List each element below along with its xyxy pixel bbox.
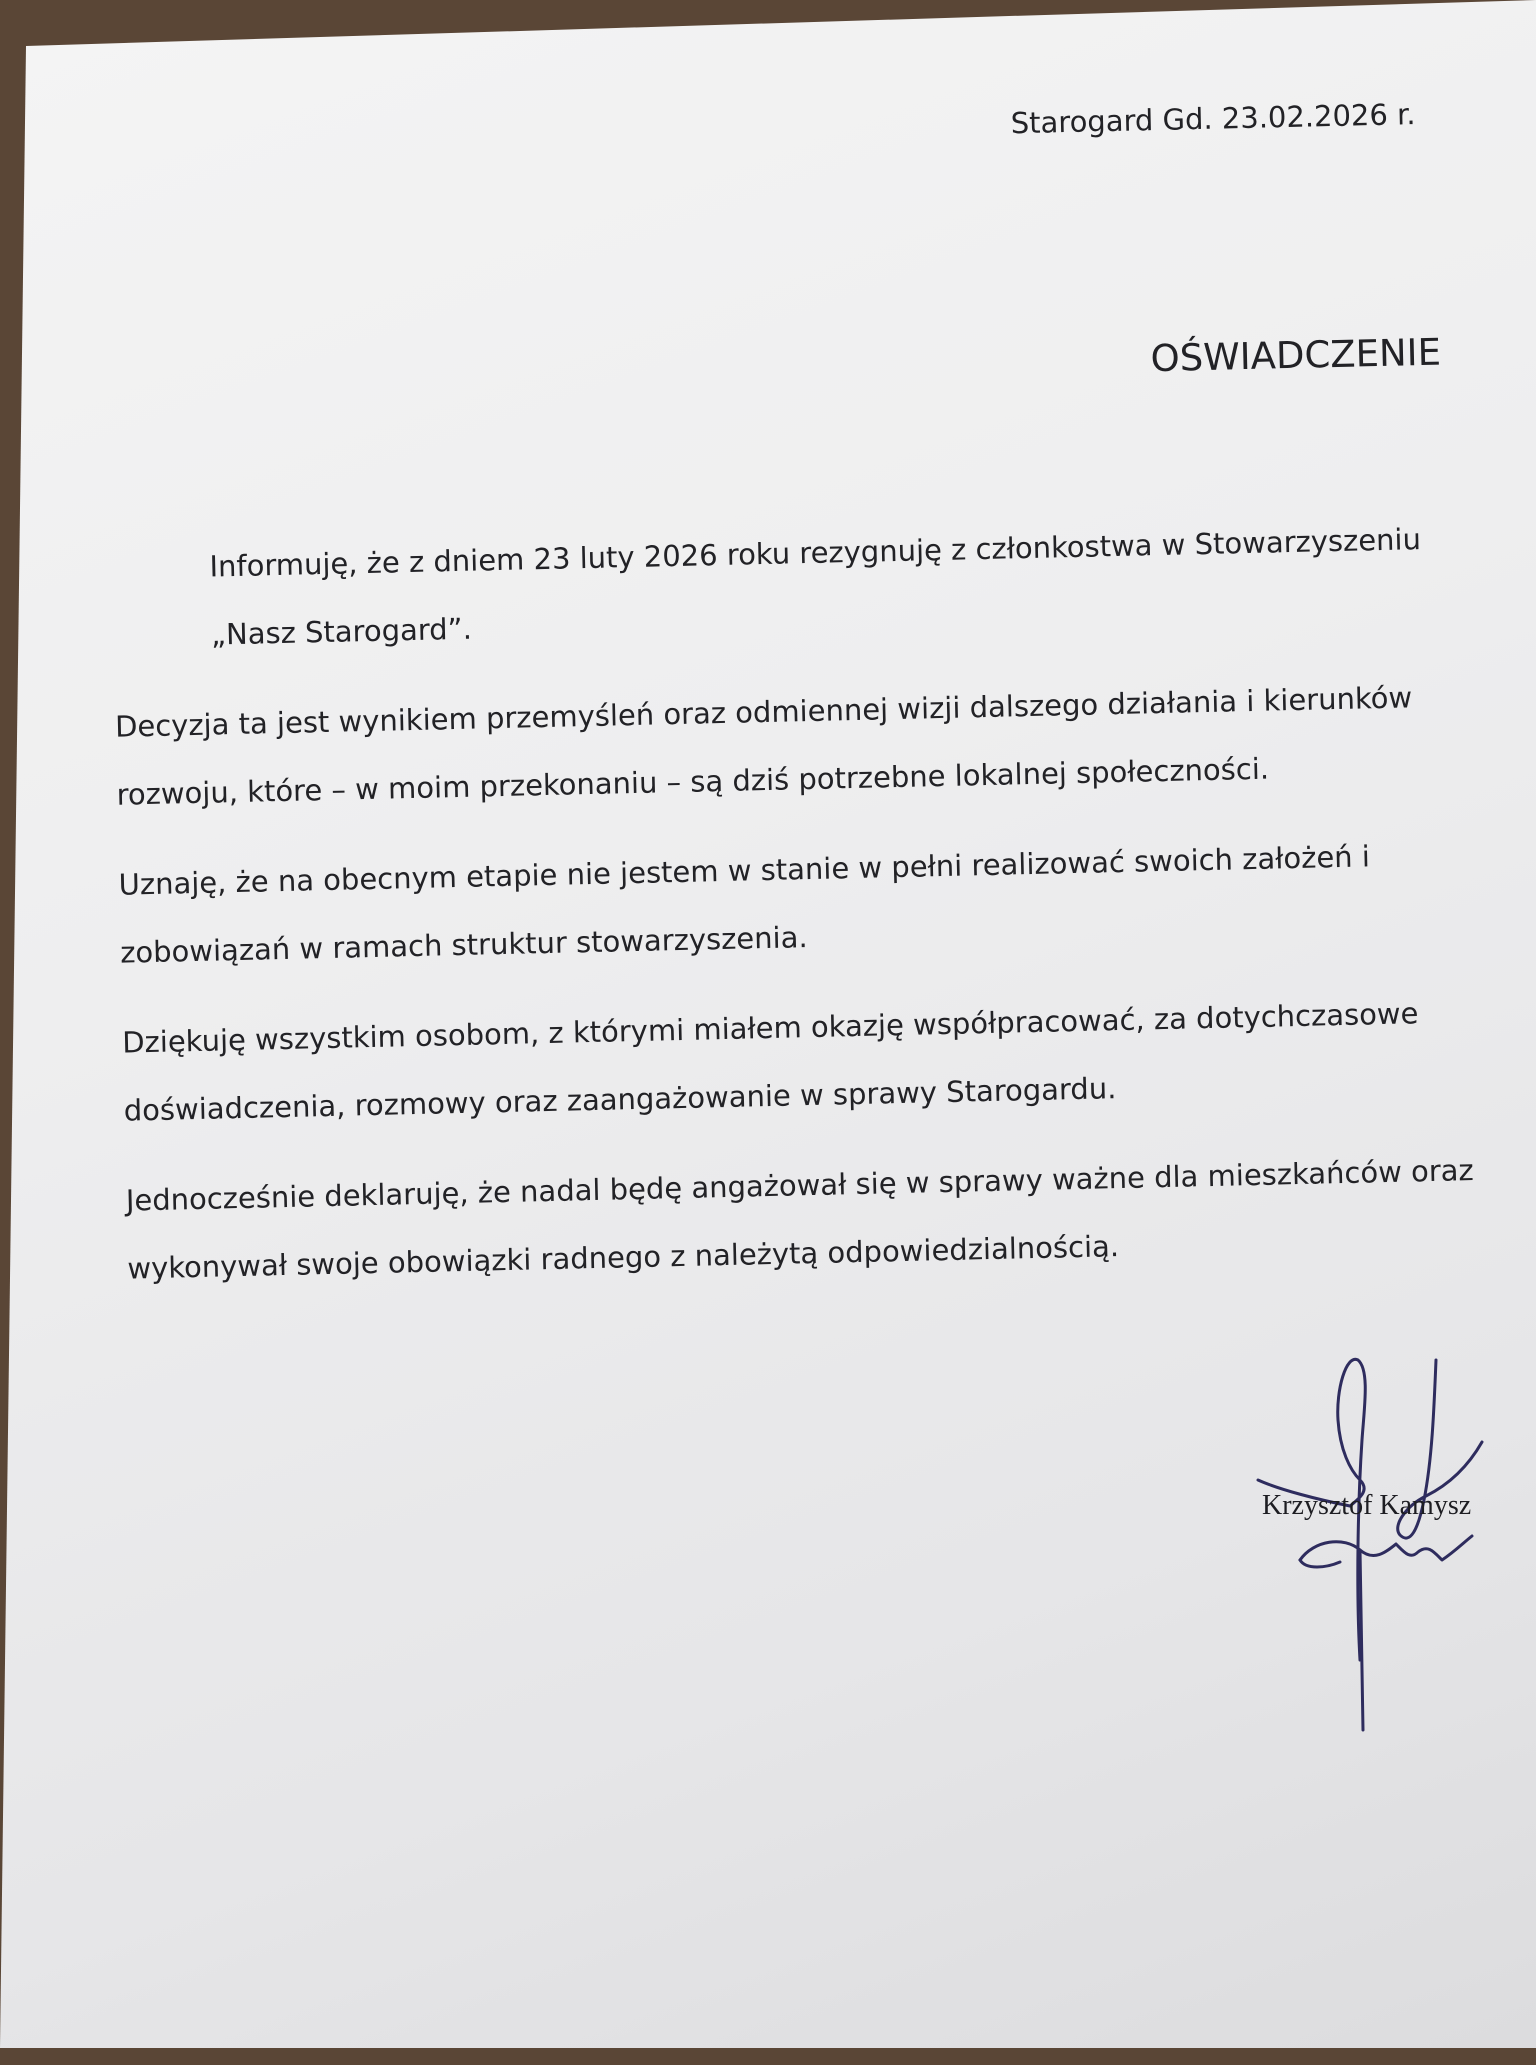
document-title: OŚWIADCZENIE — [1150, 330, 1442, 381]
paragraph-acknowledgement — [118, 821, 1451, 987]
paragraph-line: rozwoju, które – w moim przekonaniu – są dziś potrzebne lokalnej społeczności. — [116, 751, 1270, 812]
date-line: Starogard Gd. 23.02.2026 r. — [1010, 97, 1416, 141]
paragraph-line: „Nasz Starogard”. — [210, 611, 473, 652]
paragraph-line: Informuję, że z dniem 23 luty 2026 roku rezygnuję z członkostwa w Stowarzyszeniu — [209, 522, 1422, 584]
paragraph-line: Decyzja ta jest wynikiem przemyśleń oraz odmiennej wizji dalszego działania i kierunków — [114, 680, 1413, 744]
paragraph-line: Dziękuję wszystkim osobom, z którymi miałem okazję współpracować, za dotychczasowe — [121, 996, 1419, 1060]
paragraph-line: zobowiązań w ramach struktur stowarzyszenia. — [119, 920, 808, 970]
paragraph-resignation — [111, 505, 1444, 671]
signature-block — [1210, 1330, 1536, 1750]
paragraph-line: Jednocześnie deklaruję, że nadal będę angażował się w sprawy ważne dla mieszkańców oraz — [125, 1153, 1475, 1218]
paragraph-thanks — [121, 978, 1454, 1144]
paragraph-line: wykonywał swoje obowiązki radnego z należytą odpowiedzialnością. — [126, 1229, 1120, 1286]
paragraph-line: Uznaję, że na obecnym etapie nie jestem w stanie w pełni realizować swoich założeń i — [118, 839, 1371, 902]
paragraph-line: doświadczenia, rozmowy oraz zaangażowanie w sprawy Starogardu. — [123, 1071, 1117, 1128]
handwritten-signature — [1210, 1330, 1536, 1750]
signer-name: Krzysztof Kamysz — [1262, 1490, 1472, 1521]
paragraph-declaration — [125, 1136, 1475, 1302]
paragraph-decision — [114, 663, 1447, 829]
